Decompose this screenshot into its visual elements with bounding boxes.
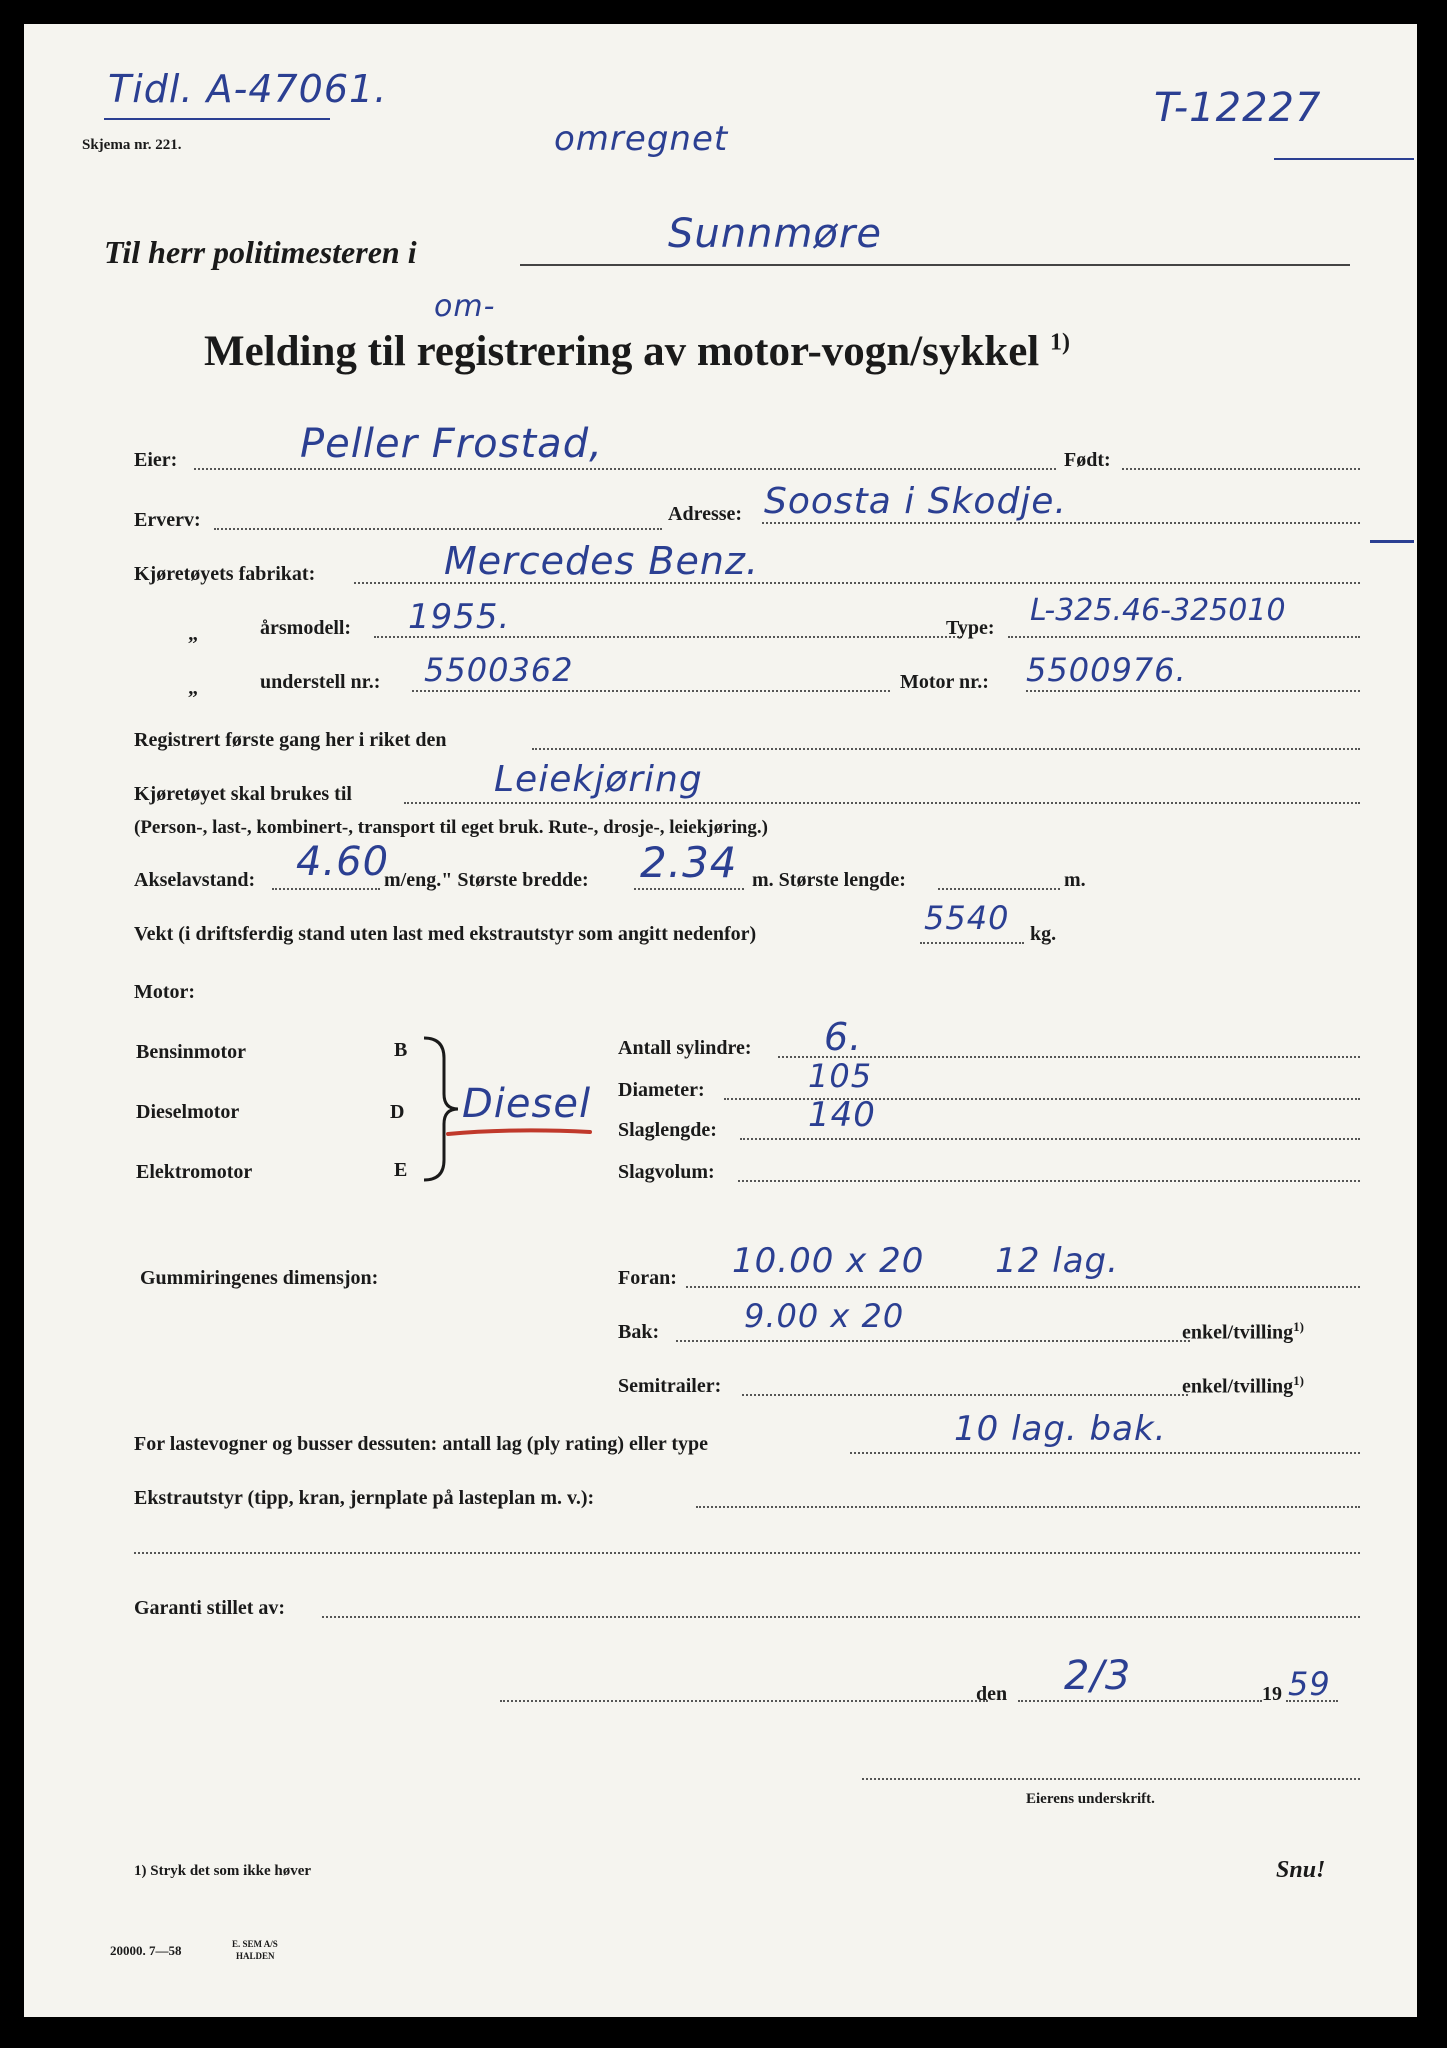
enkel-tvilling-bak: enkel/tvilling — [1182, 1321, 1294, 1344]
label-aksel: Akselavstand: — [134, 869, 256, 891]
label-bak: Bak: — [618, 1321, 660, 1343]
label-elektro: Elektromotor — [136, 1161, 253, 1183]
value-tyres-rear: 9.00 x 20 — [744, 1297, 905, 1335]
line-ekstra — [696, 1506, 1360, 1508]
value-ply: 10 lag. bak. — [954, 1409, 1167, 1449]
line-lastevogner — [850, 1452, 1360, 1454]
label-year19: 19 — [1262, 1683, 1282, 1705]
line-bredde — [634, 888, 744, 890]
value-width: 2.34 — [640, 838, 738, 887]
printer-town: HALDEN — [236, 1951, 275, 1961]
value-engine-no: 5500976. — [1026, 651, 1187, 689]
line-place — [500, 1700, 988, 1702]
ref-top-left: Tidl. A-47061. — [108, 67, 388, 111]
line-aksel — [272, 888, 380, 890]
line-understell — [412, 690, 890, 692]
line-brukes — [404, 802, 1360, 804]
line-fodt — [1122, 468, 1360, 470]
label-brukes: Kjøretøyet skal brukes til — [134, 783, 352, 805]
label-slagvolum: Slagvolum: — [618, 1161, 715, 1183]
line-eier — [194, 468, 1056, 470]
usage-hint: (Person-, last-, kombinert-, transport til eget bruk. Rute-, drosje-, leiekjøring.) — [134, 817, 768, 838]
label-kg: kg. — [1030, 923, 1057, 945]
line-ekstra-2 — [134, 1552, 1360, 1554]
letter-b: B — [394, 1039, 408, 1061]
value-chassis-no: 5500362 — [424, 651, 574, 689]
label-arsmodell: årsmodell: — [260, 617, 352, 639]
line-lengde — [938, 888, 1060, 890]
line-date — [1018, 1700, 1262, 1702]
value-diameter: 105 — [808, 1057, 873, 1095]
letter-e: E — [394, 1159, 408, 1181]
line-slaglengde — [740, 1138, 1360, 1140]
label-garanti: Garanti stillet av: — [134, 1597, 286, 1619]
line-bak — [676, 1340, 1190, 1342]
line-motor-nr — [1026, 690, 1360, 692]
to-police-label: Til herr politimesteren i — [104, 234, 417, 270]
value-date-year: 59 — [1288, 1665, 1331, 1703]
label-fabrikat: Kjøretøyets fabrikat: — [134, 563, 316, 585]
value-cylinders: 6. — [824, 1015, 863, 1059]
line-slagvolum — [738, 1180, 1360, 1182]
letter-d: D — [390, 1101, 405, 1123]
form-title — [204, 330, 1070, 373]
label-slaglengde: Slaglengde: — [618, 1119, 717, 1141]
value-owner: Peller Frostad, — [300, 421, 603, 467]
enkel-tvilling-semi: enkel/tvilling — [1182, 1375, 1294, 1398]
label-enkel-bak — [1182, 1320, 1304, 1343]
district-line — [520, 264, 1350, 266]
label-motor-nr: Motor nr.: — [900, 671, 989, 693]
district-value: Sunnmøre — [668, 211, 882, 257]
label-den: den — [976, 1683, 1008, 1705]
line-registrert — [532, 748, 1360, 750]
label-foran: Foran: — [618, 1267, 677, 1289]
form-title-text: Melding til registrering av motor-vogn/sykkel — [204, 328, 1040, 375]
line-foran — [686, 1286, 1360, 1288]
value-make: Mercedes Benz. — [444, 539, 759, 583]
value-model-year: 1955. — [408, 597, 511, 637]
value-weight: 5540 — [924, 899, 1010, 937]
ref-right-underline — [1274, 158, 1414, 160]
label-adresse: Adresse: — [668, 503, 743, 525]
label-type: Type: — [946, 617, 995, 639]
value-wheelbase: 4.60 — [296, 839, 390, 885]
quote-mark-2: „ — [188, 677, 198, 699]
value-tyres-front: 10.00 x 20 12 lag. — [732, 1241, 1119, 1281]
form-page — [24, 24, 1417, 2017]
print-code: 20000. 7—58 — [110, 1943, 182, 1958]
brace-icon — [420, 1034, 460, 1184]
value-date-day: 2/3 — [1064, 1653, 1132, 1699]
label-snu: Snu! — [1276, 1857, 1326, 1883]
line-vekt — [920, 942, 1024, 944]
label-underskrift: Eierens underskrift. — [1026, 1791, 1155, 1807]
ref-top-right: T-12227 — [1154, 85, 1322, 131]
line-type — [1008, 636, 1360, 638]
label-fodt: Født: — [1064, 449, 1111, 471]
value-motor-type: Diesel — [462, 1081, 592, 1127]
quote-mark-1: „ — [188, 623, 198, 645]
line-erverv — [214, 528, 662, 530]
label-bensin: Bensinmotor — [136, 1041, 246, 1063]
line-garanti — [322, 1616, 1360, 1618]
label-understell: understell nr.: — [260, 671, 381, 693]
ref-underline — [104, 118, 330, 120]
label-registrert: Registrert første gang her i riket den — [134, 729, 447, 751]
label-ekstra: Ekstrautstyr (tipp, kran, jernplate på lasteplan m. v.): — [134, 1487, 595, 1509]
insert-om: om- — [434, 289, 496, 324]
label-lastevogner: For lastevogner og busser dessuten: antall lag (ply rating) eller type — [134, 1433, 709, 1455]
note-omregnet: omregnet — [554, 119, 729, 159]
value-address: Soosta i Skodje. — [764, 481, 1067, 522]
footnote-mark-semi: 1) — [1293, 1373, 1304, 1388]
footnote-text: 1) Stryk det som ikke høver — [134, 1863, 312, 1879]
line-semitrailer — [742, 1394, 1188, 1396]
label-gummi: Gummiringenes dimensjon: — [140, 1267, 379, 1289]
label-diesel: Dieselmotor — [136, 1101, 240, 1123]
label-m-lengde: m. Største lengde: — [752, 869, 906, 891]
footnote-mark-bak: 1) — [1293, 1319, 1304, 1334]
label-diameter: Diameter: — [618, 1079, 705, 1101]
label-enkel-semi — [1182, 1374, 1304, 1397]
printer-name: E. SEM A/S — [232, 1939, 278, 1949]
margin-dash — [1370, 540, 1414, 543]
schema-number: Skjema nr. 221. — [82, 137, 182, 153]
label-vekt: Vekt (i driftsferdig stand uten last med ekstrautstyr som angitt nedenfor) — [134, 923, 757, 945]
value-type: L-325.46-325010 — [1030, 593, 1286, 628]
label-m-end: m. — [1064, 869, 1086, 891]
line-signature — [862, 1778, 1360, 1780]
label-erverv: Erverv: — [134, 509, 201, 531]
label-meng-bredde: m/eng." Største bredde: — [384, 869, 589, 891]
label-sylindre: Antall sylindre: — [618, 1037, 752, 1059]
label-eier: Eier: — [134, 449, 178, 471]
label-motor: Motor: — [134, 981, 196, 1003]
red-underline — [444, 1124, 594, 1140]
value-stroke: 140 — [808, 1095, 876, 1135]
title-footnote: 1) — [1050, 329, 1070, 356]
value-usage: Leiekjøring — [494, 759, 703, 800]
label-semitrailer: Semitrailer: — [618, 1375, 722, 1397]
line-adresse — [762, 522, 1360, 524]
